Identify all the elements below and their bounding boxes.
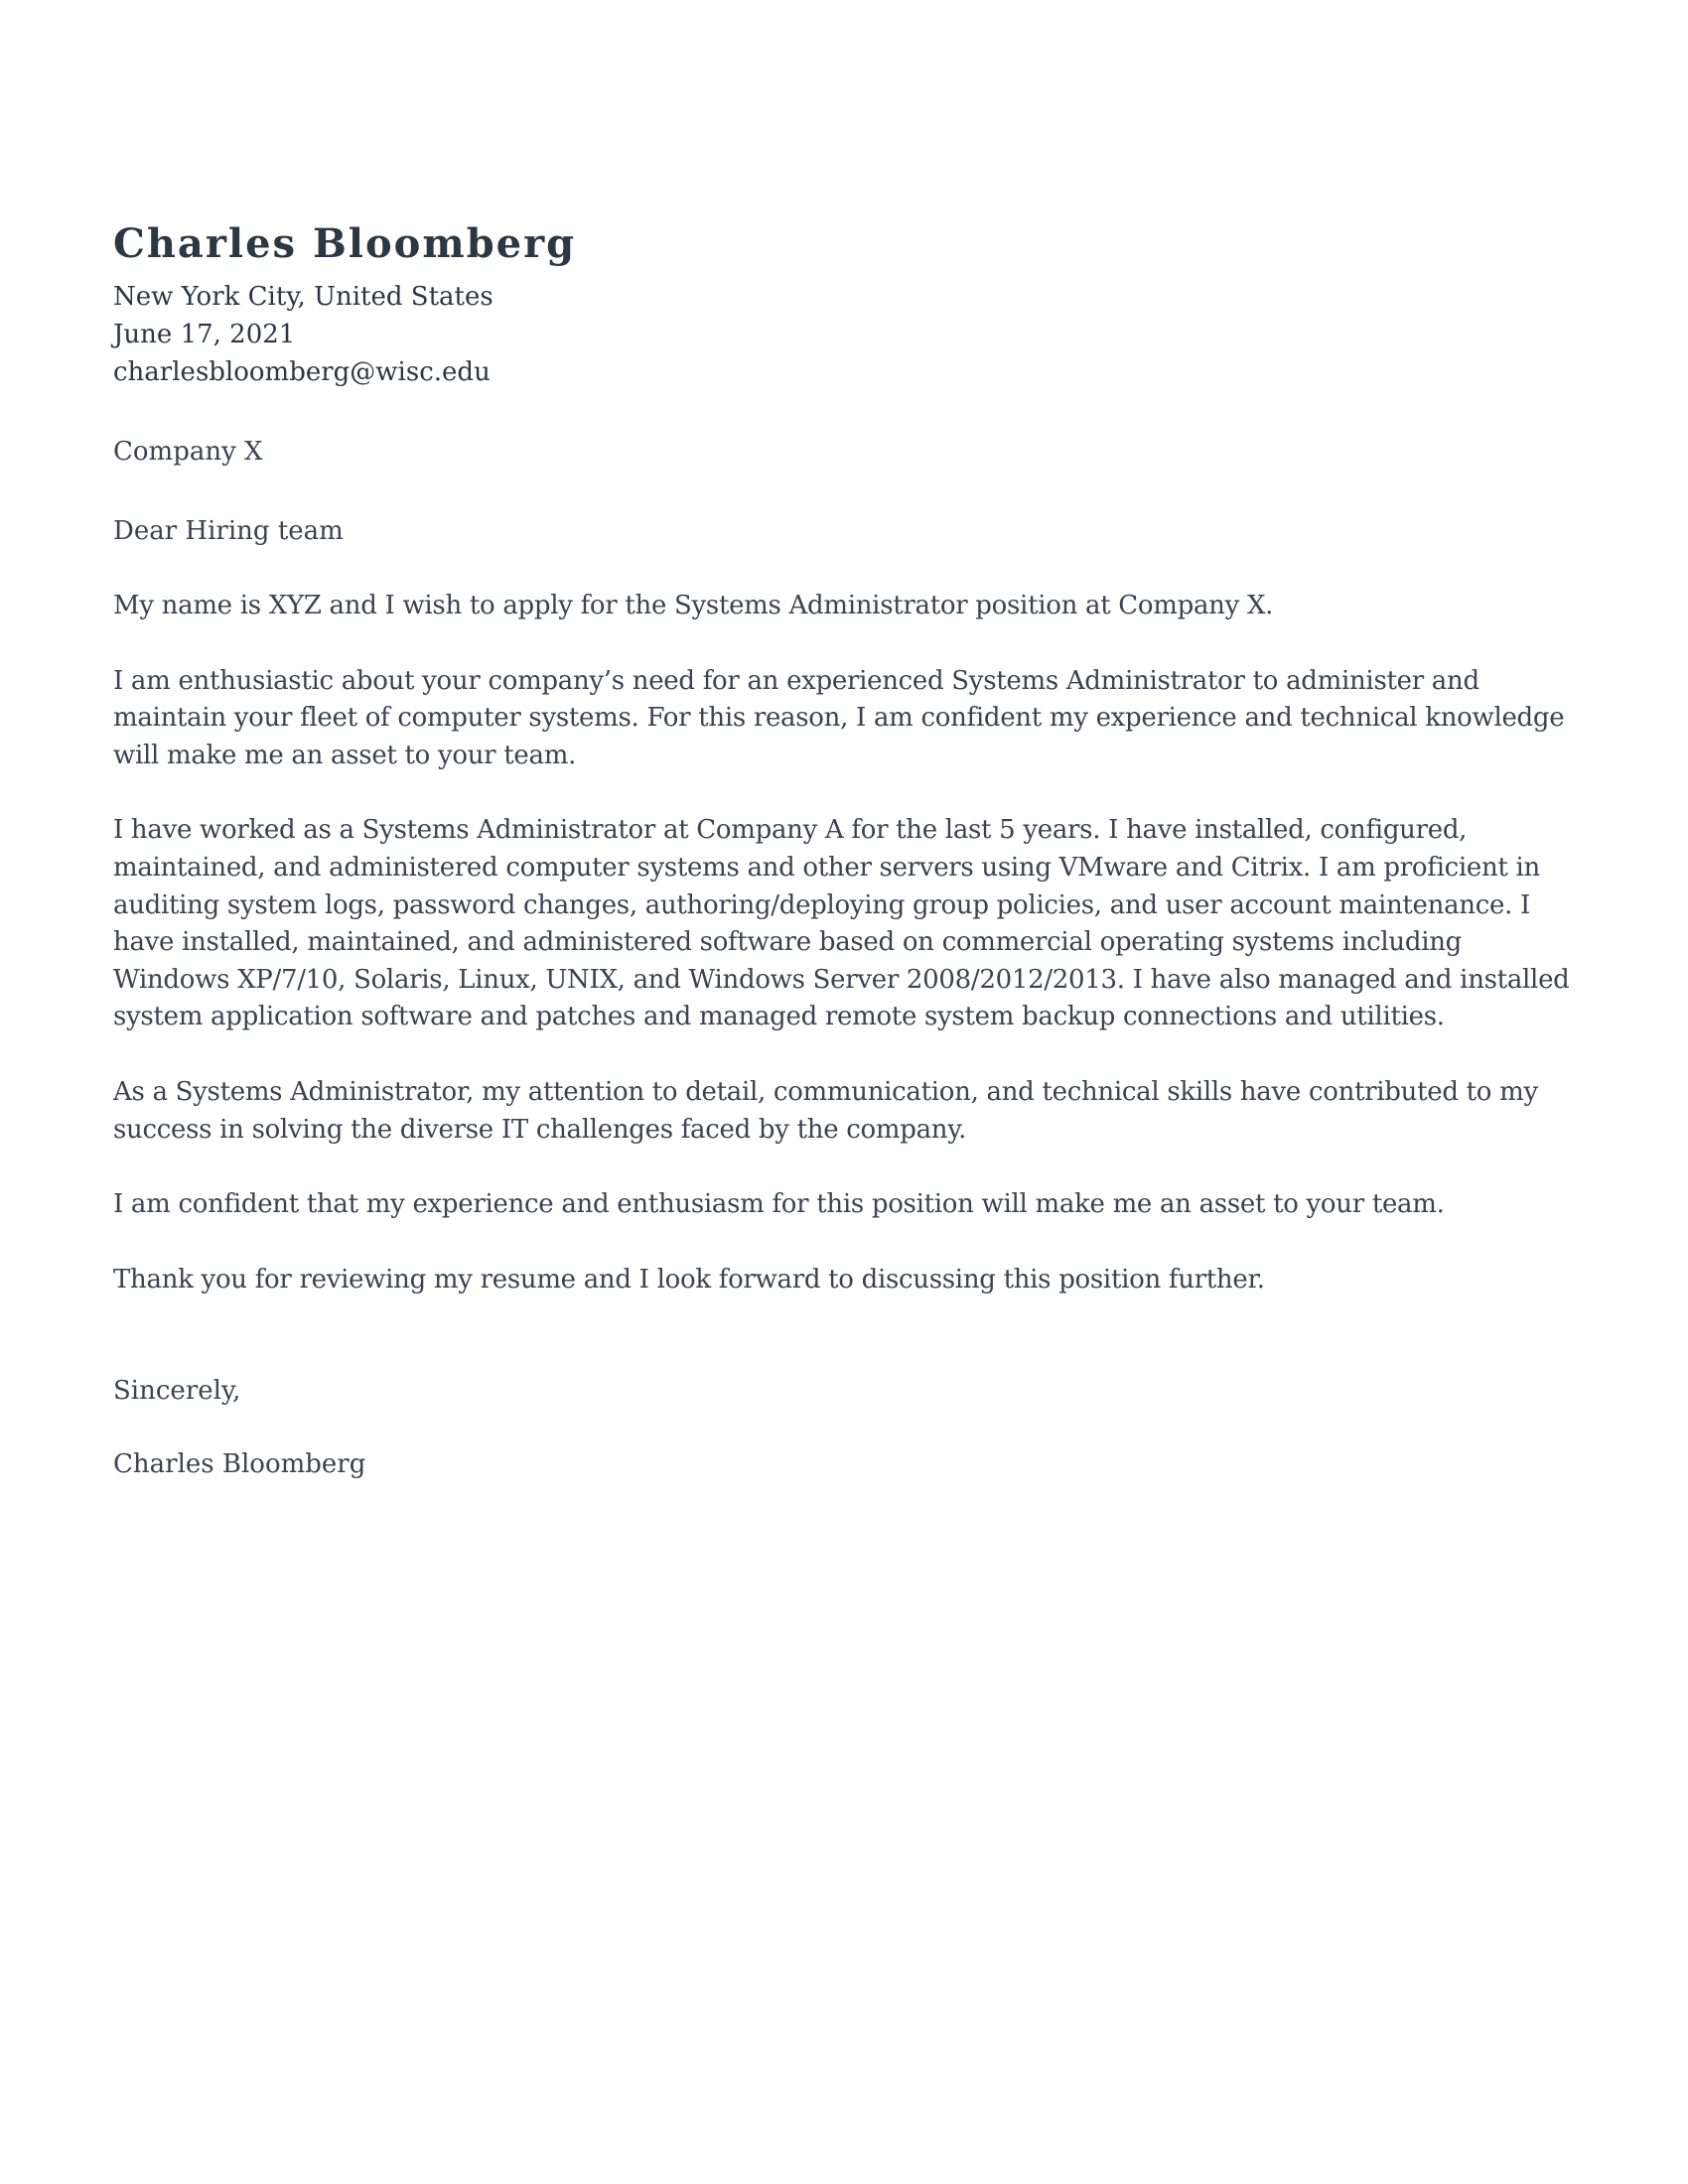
body-paragraph-1: My name is XYZ and I wish to apply for the Systems Administrator position at Company X. [113, 591, 1274, 620]
cover-letter [113, 218, 1583, 1483]
salutation: Dear Hiring team [113, 516, 344, 546]
closing: Sincerely, [113, 1376, 241, 1407]
letter-date: June 17, 2021 [113, 320, 296, 349]
sender-location: New York City, United States [113, 282, 493, 312]
body-paragraph-5: I am confident that my experience and enthusiasm for this position will make me an asset to your team. [113, 1189, 1445, 1220]
body-paragraph-4: As a Systems Administrator, my attention to detail, communication, and technical skills have contributed to my success in solving the diverse IT challenges faced by the company. [113, 1076, 1538, 1145]
sender-email: charlesbloomberg@wisc.edu [113, 357, 491, 387]
body-paragraph-3: I have worked as a Systems Administrator at Company A for the last 5 years. I have installed, configured, maintained, and administered computer systems and other servers using VMware and Citrix. I am proficient in auditing system logs, password changes, authoring/deploying group policies, and user account maintenance. I have installed, maintained, and administered software based on commercial operating systems including Windows XP/7/10, Solaris, Linux, UNIX, and Windows Server 2008/2012/2013. I have also managed and installed system application software and patches and managed remote system backup connections and utilities. [113, 815, 1570, 1032]
sender-name: Charles Bloomberg [113, 220, 577, 267]
signature: Charles Bloomberg [113, 1449, 366, 1480]
body-paragraph-2: I am enthusiastic about your company’s need for an experienced Systems Administrator to administer and maintain your fleet of computer systems. For this reason, I am confident my experience and technical knowledge will make me an asset to your team. [113, 665, 1565, 770]
recipient-company: Company X [113, 437, 263, 467]
body-paragraph-6: Thank you for reviewing my resume and I look forward to discussing this position further. [113, 1264, 1265, 1295]
